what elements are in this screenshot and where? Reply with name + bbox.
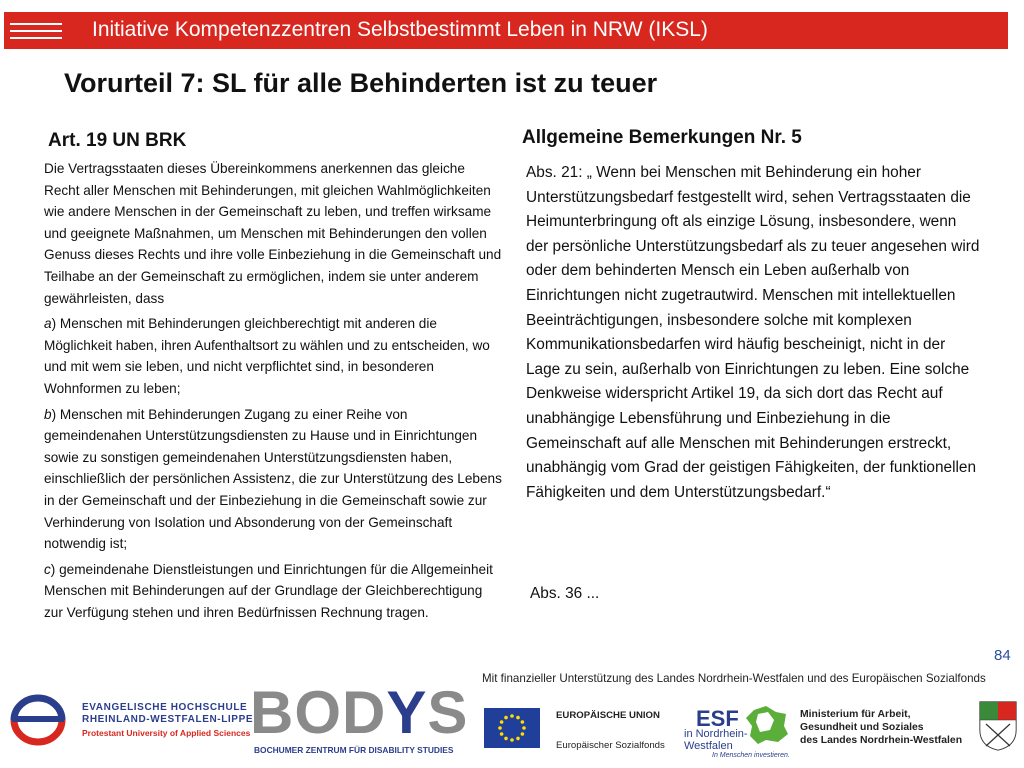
eu-star-icon [504, 716, 508, 720]
eu-star-icon [516, 716, 520, 720]
ehs-name-line1: EVANGELISCHE HOCHSCHULE [82, 702, 248, 713]
eu-star-icon [521, 732, 525, 736]
eu-star-icon [500, 720, 504, 724]
left-column [44, 158, 504, 627]
eu-name: EUROPÄISCHE UNION [556, 710, 660, 721]
bodys-subtitle: BOCHUMER ZENTRUM FÜR DISABILITY STUDIES [254, 745, 454, 755]
eu-fund-name: Europäischer Sozialfonds [556, 740, 665, 751]
left-heading: Art. 19 UN BRK [48, 130, 187, 151]
ehs-emblem-icon [6, 690, 70, 746]
esf-abbr: ESF [696, 706, 739, 731]
right-column [526, 161, 981, 505]
item-letter: c [44, 561, 51, 577]
bodys-letter-s: S [427, 679, 469, 746]
item-text: ) Menschen mit Behinderungen gleichberechtigt mit anderen die Möglichkeit haben, ihren Aufenthaltsort zu wählen und zu entscheiden, wo und mit wem sie leben, und nicht verpflichtet sind, in besonderen Wohnformen zu leben; [44, 316, 490, 396]
ministry-name [800, 708, 962, 747]
bodys-letter-y: Y [386, 679, 428, 746]
bodys-wordmark [250, 678, 468, 747]
esf-region-line2: Westfalen [684, 740, 733, 752]
ministry-line2: Gesundheit und Soziales [800, 722, 924, 733]
right-heading: Allgemeine Bemerkungen Nr. 5 [522, 127, 802, 148]
ministry-line3: des Landes Nordrhein-Westfalen [800, 735, 963, 746]
eu-star-icon [521, 720, 525, 724]
item-text: ) gemeindenahe Dienstleistungen und Einrichtungen für die Allgemeinheit Menschen mit Behinderungen auf der Grundlage der Gleichberechtigung zur Verfügung stehen und ihren Bedürfnissen Rechnung tragen. [44, 561, 493, 620]
esf-tagline: In Menschen investieren. [712, 752, 790, 759]
eu-star-icon [510, 738, 514, 742]
eu-star-icon [498, 726, 502, 730]
eu-star-icon [510, 714, 514, 718]
ehs-logo [6, 688, 254, 748]
page-number: 84 [994, 647, 1011, 664]
item-text: ) Menschen mit Behinderungen Zugang zu einer Reihe von gemeindenahen Unterstützungsdiensten zu Hause und in Einrichtungen sowie zu sonstigen gemeindenahen Unterstützungsdiensten haben, einschließlich der persönlichen Assistenz, die zur Unterstützung des Lebens in der Gemeinschaft und der Einbeziehung in die Gemeinschaft sowie zur Verhinderung von Isolation und Absonderung von der Gemeinschaft notwendig ist; [44, 406, 502, 552]
ministry-line1: Ministerium für Arbeit, [800, 709, 911, 720]
header-title: Initiative Kompetenzzentren Selbstbestimmt Leben in NRW (IKSL) [92, 18, 708, 41]
item-letter: a [44, 316, 52, 332]
nrw-crest-icon [978, 700, 1018, 752]
nrw-map-icon [744, 704, 790, 746]
esf-region [684, 728, 748, 752]
article-item-a [44, 313, 504, 399]
remark-body: Abs. 21: „ Wenn bei Menschen mit Behinderung ein hoher Unterstützungsbedarf festgestellt wird, sehen Vertragsstaaten die Heimunterbringung oft als einzige Lösung, insbesondere, wenn der persönliche Unterstützungsbedarf als zu teuer angesehen wird oder dem behinderten Mensch ein Leben außerhalb von Einrichtungen nicht zugetrautwird. Menschen mit intellektuellen Beeinträchtigungen, insbesondere solche mit komplexen Kommunikationsbedarfen wird häufig bescheinigt, nicht in der Lage zu sein, außerhalb von Einrichtungen zu leben. Eine solche Denkweise widerspricht Artikel 19, da sich dort das Recht auf unabhängige Lebensführung und Einbeziehung in die Gemeinschaft auf alle Menschen mit Behinderungen erstreckt, unabhängig vom Grad der geistigen Fähigkeiten, der funktionellen Fähigkeiten und dem Unterstützungsbedarf.“ [526, 164, 980, 501]
ehs-name-line2: RHEINLAND-WESTFALEN-LIPPE [82, 714, 254, 725]
eu-star-icon [522, 726, 526, 730]
eu-star-icon [516, 737, 520, 741]
remark-abs36: Abs. 36 ... [530, 585, 600, 602]
eu-star-icon [504, 737, 508, 741]
item-letter: b [44, 406, 52, 422]
funding-note: Mit finanzieller Unterstützung des Landes Nordrhein-Westfalen und des Europäischen Sozialfonds [482, 672, 986, 685]
header-bar [4, 12, 1008, 49]
article-intro: Die Vertragsstaaten dieses Übereinkommens anerkennen das gleiche Recht aller Menschen mit Behinderungen, mit gleichen Wahlmöglichkeiten wie andere Menschen in der Gemeinschaft zu leben, und treffen wirksame und geeignete Maßnahmen, um Menschen mit Behinderungen den vollen Genuss dieses Rechts und ihre volle Einbeziehung in die Gemeinschaft und Teilhabe an der Gemeinschaft zu ermöglichen, indem sie unter anderem gewährleisten, dass [44, 161, 502, 306]
esf-nrw-logo [684, 702, 794, 762]
ehs-subtitle: Protestant University of Applied Sciences [82, 728, 251, 738]
esf-region-line1: in Nordrhein- [684, 728, 748, 740]
page-title: Vorurteil 7: SL für alle Behinderten ist zu teuer [64, 68, 658, 98]
bodys-logo [250, 679, 470, 760]
bodys-letters-a: BOD [250, 679, 387, 746]
article-item-c [44, 559, 504, 624]
menu-lines-icon [10, 18, 62, 44]
eu-flag-icon [484, 708, 540, 748]
article-item-b [44, 404, 504, 555]
eu-star-icon [500, 732, 504, 736]
